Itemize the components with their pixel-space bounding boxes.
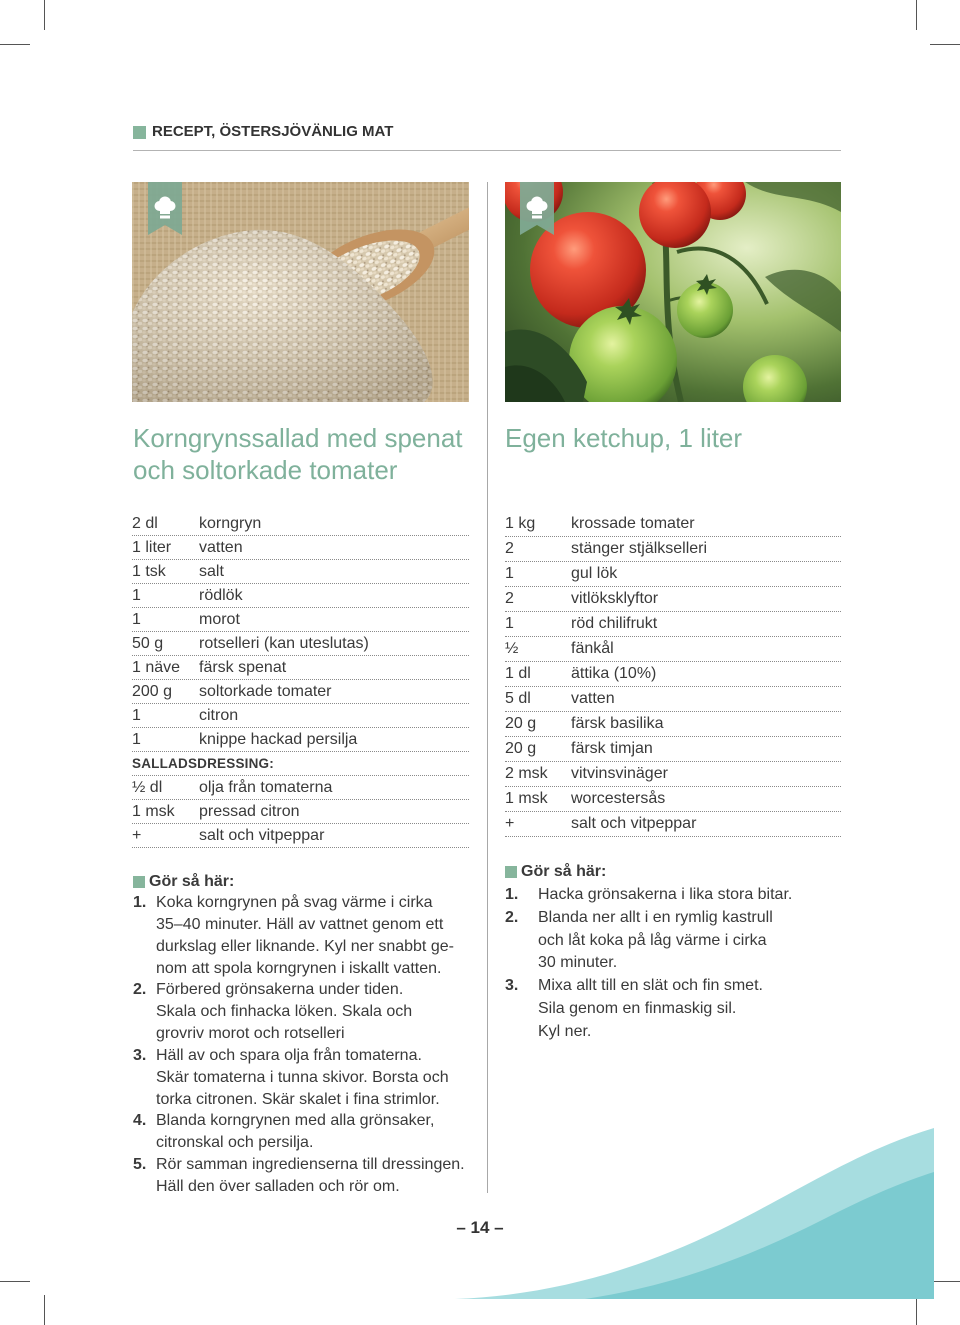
ingredient-row — [132, 800, 469, 824]
method-step — [133, 1154, 465, 1198]
method-step — [133, 979, 465, 1045]
step-number: 4. — [133, 1112, 147, 1130]
step-text-line: Förbered grönsakerna under tiden. — [156, 981, 404, 999]
green-square-icon — [133, 876, 145, 888]
ingredient-qty: 2 — [505, 590, 514, 607]
step-text-line: Skala och finhacka löken. Skala och — [156, 1003, 413, 1021]
ingredient-name: färsk timjan — [571, 740, 653, 757]
recipe-title-left — [133, 422, 463, 486]
step-text-line: Kyl ner. — [538, 1022, 592, 1040]
ingredient-qty: 1 msk — [132, 803, 175, 820]
method-steps-left — [133, 892, 465, 1198]
step-text-line: Blanda korngrynen med alla grönsaker, — [156, 1112, 435, 1130]
ingredient-qty: 2 dl — [132, 515, 158, 532]
ingredient-qty: 1 msk — [505, 790, 548, 807]
ingredient-qty: 1 kg — [505, 515, 536, 532]
step-number: 3. — [505, 977, 519, 995]
step-number: 1. — [133, 894, 147, 911]
ingredient-qty: 1 — [505, 615, 514, 632]
ingredient-qty: 1 tsk — [132, 563, 166, 580]
ingredient-qty: 1 — [132, 731, 141, 748]
ingredient-name: pressad citron — [199, 803, 300, 820]
step-text-line: torka citronen. Skär skalet i fina strimlor. — [156, 1090, 440, 1108]
ingredient-row — [132, 680, 469, 704]
ingredient-row — [132, 536, 469, 560]
ingredient-row — [505, 687, 841, 712]
method-step — [133, 1045, 465, 1111]
method-heading-left: Gör så här: — [149, 873, 235, 890]
step-text-line: nom att spola korngrynen i iskallt vatten. — [156, 959, 442, 977]
ingredient-name: vitvinsvinäger — [571, 765, 668, 782]
step-text-line: Sila genom en finmaskig sil. — [538, 999, 737, 1017]
method-step — [133, 1110, 465, 1154]
ingredient-name: vatten — [571, 690, 615, 707]
ingredient-row — [505, 787, 841, 812]
ingredient-qty: + — [505, 815, 515, 832]
ingredient-qty: 2 msk — [505, 765, 548, 782]
ingredient-name: stänger stjälkselleri — [571, 540, 708, 557]
title-line: och soltorkade tomater — [133, 455, 398, 485]
ingredient-row — [505, 562, 841, 587]
ingredient-qty: ½ — [505, 640, 519, 657]
ingredient-row — [132, 776, 469, 800]
step-text-line: 35–40 minuter. Häll av vattnet genom ett — [156, 915, 444, 933]
step-text-line: Koka korngrynen på svag värme i cirka — [156, 894, 433, 911]
ingredient-row — [132, 824, 469, 848]
ingredient-qty: 20 g — [505, 740, 537, 757]
title-line: Korngrynssallad med spenat — [133, 423, 463, 453]
ingredient-name: morot — [199, 611, 240, 628]
step-text-line: Rör samman ingredienserna till dressingen. — [156, 1156, 465, 1174]
ingredient-name: färsk spenat — [199, 659, 287, 676]
ingredient-name: korngryn — [199, 515, 262, 532]
ingredient-list-right — [505, 512, 841, 837]
ingredient-name: salt — [199, 563, 224, 580]
ingredient-row — [505, 662, 841, 687]
ingredient-name: vitlöksklyftor — [571, 590, 659, 607]
ingredient-row — [505, 537, 841, 562]
ingredient-qty: 1 dl — [505, 665, 531, 682]
ingredient-row — [505, 737, 841, 762]
ingredient-name: fänkål — [571, 640, 614, 657]
green-square-icon — [133, 126, 146, 139]
ingredient-name: worcestersås — [571, 790, 666, 807]
step-text-line: Blanda ner allt i en rymlig kastrull — [538, 908, 773, 926]
ingredient-list-left — [132, 512, 469, 848]
ingredient-row — [505, 612, 841, 637]
step-text-line: Häll den över salladen och rör om. — [156, 1177, 400, 1195]
ingredient-name: färsk basilika — [571, 715, 664, 732]
header-rule — [133, 150, 841, 151]
ingredient-name: knippe hackad persilja — [199, 731, 358, 748]
step-text-line: durkslag eller liknande. Kyl ner snabbt ge- — [156, 937, 454, 955]
ingredient-qty: + — [132, 827, 142, 844]
tomato-photo — [505, 182, 841, 402]
ingredient-row — [132, 560, 469, 584]
ingredient-row — [505, 637, 841, 662]
ingredient-name: krossade tomater — [571, 515, 695, 532]
step-number: 5. — [133, 1156, 147, 1174]
ingredient-row — [132, 512, 469, 536]
method-step — [133, 892, 465, 979]
ingredient-name: ättika (10%) — [571, 665, 657, 682]
ingredient-qty: 1 näve — [132, 659, 181, 676]
ingredient-row — [132, 728, 469, 752]
page-number: – 14 – — [456, 1218, 504, 1237]
ingredient-name: röd chilifrukt — [571, 615, 658, 632]
ingredient-row — [132, 632, 469, 656]
ingredient-qty: 200 g — [132, 683, 173, 700]
ingredient-row — [505, 812, 841, 837]
ingredient-qty: ½ dl — [132, 779, 163, 796]
chef-hat-icon — [148, 182, 182, 235]
barley-grain-photo — [132, 182, 469, 402]
step-text-line: Mixa allt till en slät och fin smet. — [538, 977, 763, 995]
step-number: 3. — [133, 1046, 147, 1064]
ingredient-name: olja från tomaterna — [199, 779, 333, 796]
green-square-icon — [505, 866, 517, 878]
ingredient-name: soltorkade tomater — [199, 683, 332, 700]
method-step — [505, 907, 792, 975]
ingredient-name: salt och vitpeppar — [199, 827, 325, 844]
step-number: 1. — [505, 886, 519, 903]
recipe-title-right: Egen ketchup, 1 liter — [505, 423, 743, 453]
method-step — [505, 884, 792, 907]
ingredient-qty: 1 — [132, 611, 141, 628]
dressing-heading: SALLADSDRESSING: — [132, 752, 469, 776]
ingredient-qty: 50 g — [132, 635, 164, 652]
ingredient-row — [505, 512, 841, 537]
method-step — [505, 975, 792, 1043]
ingredient-qty: 1 — [132, 587, 141, 604]
ingredient-qty: 1 — [505, 565, 514, 582]
ingredient-qty: 20 g — [505, 715, 537, 732]
ingredient-name: citron — [199, 707, 239, 724]
step-number: 2. — [505, 908, 519, 926]
ingredient-row — [132, 704, 469, 728]
ingredient-name: rotselleri (kan uteslutas) — [199, 635, 369, 652]
method-steps-right — [505, 884, 792, 1044]
chef-hat-icon — [520, 182, 554, 235]
ingredient-row — [132, 584, 469, 608]
step-text-line: grovriv morot och rotselleri — [156, 1025, 345, 1043]
section-header: RECEPT, ÖSTERSJÖVÄNLIG MAT — [152, 123, 394, 140]
column-divider — [487, 182, 488, 1193]
ingredient-name: vatten — [199, 539, 243, 556]
ingredient-qty: 2 — [505, 540, 514, 557]
ingredient-row — [505, 762, 841, 787]
ingredient-name: rödlök — [199, 587, 243, 604]
step-text-line: Hacka grönsakerna i lika stora bitar. — [538, 886, 793, 903]
method-heading-right: Gör så här: — [521, 863, 607, 880]
ingredient-row — [505, 712, 841, 737]
step-number: 2. — [133, 981, 147, 999]
ingredient-qty: 1 — [132, 707, 141, 724]
ingredient-name: gul lök — [571, 565, 618, 582]
ingredient-qty: 1 liter — [132, 539, 172, 556]
ingredient-qty: 5 dl — [505, 690, 531, 707]
ingredient-row — [505, 587, 841, 612]
step-text-line: citronskal och persilja. — [156, 1134, 314, 1152]
step-text-line: 30 minuter. — [538, 954, 618, 972]
step-text-line: och låt koka på låg värme i cirka — [538, 931, 767, 949]
ingredient-name: salt och vitpeppar — [571, 815, 697, 832]
step-text-line: Skär tomaterna i tunna skivor. Borsta och — [156, 1068, 449, 1086]
ingredient-row — [132, 608, 469, 632]
ingredient-row — [132, 656, 469, 680]
step-text-line: Häll av och spara olja från tomaterna. — [156, 1046, 422, 1064]
